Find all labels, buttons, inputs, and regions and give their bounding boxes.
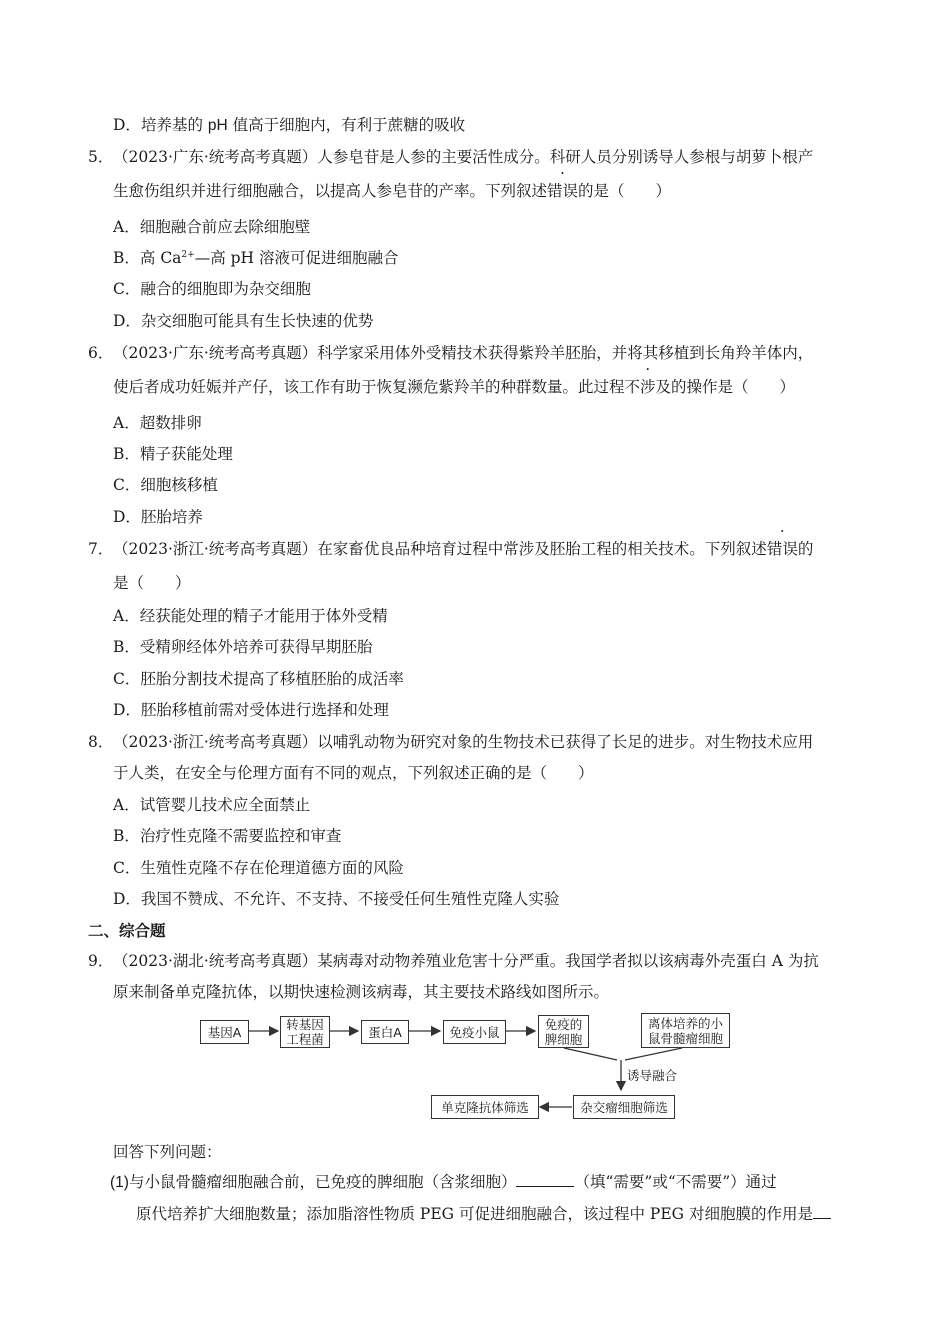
gene-a-box: 基因A: [200, 1020, 249, 1044]
stem-text: 的操作是（ ）: [671, 378, 796, 396]
answer-blank[interactable]: [813, 1202, 831, 1219]
option-a: A．试管婴儿技术应全面禁止: [113, 796, 311, 814]
emphasis-text: 错误: [547, 182, 579, 200]
option-text: —高 pH 溶液可促进细胞融合: [194, 249, 399, 267]
question-stem-line: 于人类，在安全与伦理方面有不同的观点，下列叙述正确的是（ ）: [113, 764, 594, 782]
question-number: 8．: [88, 733, 114, 751]
question-stem-line: 是（ ）: [113, 574, 191, 592]
option-c: C．细胞核移植: [113, 476, 218, 494]
emphasis-text: 错误: [766, 540, 798, 558]
question-stem-line: （2023·广东·统考高考真题）人参皂苷是人参的主要活性成分。科研人员分别诱导人参根与胡萝卜根产: [113, 148, 814, 166]
hybridoma-screening-box: 杂交瘤细胞筛选: [573, 1095, 675, 1119]
option-b: B．受精卵经体外培养可获得早期胚胎: [113, 638, 373, 656]
stem-text: （2023·浙江·统考高考真题）在家畜优良品种培育过程中常涉及胚胎工程的相关技术。下列叙述: [113, 540, 767, 558]
option-label: D．: [113, 116, 141, 134]
engineered-bacteria-box: [280, 1016, 330, 1048]
sub-question-number: (1): [110, 1174, 129, 1191]
option-d: D．我国不赞成、不允许、不支持、不接受任何生殖性克隆人实验: [113, 890, 560, 908]
box-text: 脾细胞: [544, 1031, 583, 1047]
option-text: B．高 Ca: [113, 249, 182, 267]
option-a: A．经获能处理的精子才能用于体外受精: [113, 607, 388, 625]
question-stem-line: [113, 180, 671, 202]
question-stem-line: （2023·浙江·统考高考真题）以哺乳动物为研究对象的生物技术已获得了长足的进步。对生物技术应用: [113, 733, 814, 751]
box-text: 工程菌: [286, 1032, 324, 1047]
spleen-cells-box: [538, 1015, 589, 1048]
option-b: [113, 247, 399, 269]
induce-fusion-label: 诱导融合: [627, 1068, 678, 1083]
option-b: B．治疗性克隆不需要监控和审查: [113, 827, 342, 845]
stem-text: 的: [797, 540, 814, 558]
answer-intro: 回答下列问题：: [113, 1143, 222, 1161]
question-number: 9．: [88, 952, 114, 970]
stem-text: 的是（ ）: [578, 182, 672, 200]
option-c: C．胚胎分割技术提高了移植胚胎的成活率: [113, 670, 404, 688]
option-a: A．细胞融合前应去除细胞壁: [113, 218, 311, 236]
question-number: 7．: [88, 540, 114, 558]
option-b: B．精子获能处理: [113, 445, 233, 463]
emphasis-text: 不涉及: [624, 378, 672, 396]
box-text: 鼠骨髓瘤细胞: [647, 1030, 723, 1046]
protein-a-box: 蛋白A: [361, 1020, 409, 1044]
immunized-mouse-box: 免疫小鼠: [443, 1020, 506, 1044]
option-text: 值高于细胞内，有利于蔗糖的吸收: [227, 116, 466, 134]
ph-text: pH: [207, 117, 228, 134]
superscript: 2+: [181, 249, 195, 260]
option-text: 培养基的: [140, 116, 208, 134]
question-stem-line: 原来制备单克隆抗体，以期快速检测该病毒，其主要技术路线如图所示。: [113, 983, 610, 1001]
box-text: 离体培养的小: [647, 1015, 723, 1031]
stem-text: 原代培养扩大细胞数量；添加脂溶性物质 PEG 可促进细胞融合，该过程中 PEG 对细胞膜的作用是: [136, 1205, 813, 1223]
arrow: [625, 1048, 682, 1060]
question-stem-line: [113, 376, 795, 398]
stem-text: （填“需要”或“不需要”）通过: [574, 1173, 777, 1191]
box-text: 免疫的: [544, 1016, 583, 1032]
option-d: D．杂交细胞可能具有生长快速的优势: [113, 312, 374, 330]
question-number: 5．: [88, 148, 114, 166]
q4-option-d: [113, 114, 465, 137]
arrow: [564, 1048, 617, 1060]
option-d: D．胚胎培养: [113, 508, 203, 526]
sub-question-1: [110, 1170, 777, 1194]
stem-text: 与小鼠骨髓瘤细胞融合前，已免疫的脾细胞（含浆细胞）: [128, 1173, 517, 1191]
option-c: C．生殖性克隆不存在伦理道德方面的风险: [113, 859, 404, 877]
answer-blank[interactable]: [516, 1170, 574, 1187]
stem-text: 使后者成功妊娠并产仔，该工作有助于恢复濒危紫羚羊的种群数量。此过程: [113, 378, 625, 396]
myeloma-cells-box: [641, 1013, 730, 1048]
box-text: 转基因: [286, 1017, 324, 1032]
sub-question-1-line2: [136, 1202, 831, 1225]
question-number: 6．: [88, 344, 114, 362]
emphasis-dotted: [547, 182, 578, 200]
option-a: A．超数排卵: [113, 414, 202, 432]
question-stem-line: （2023·广东·统考高考真题）科学家采用体外受精技术获得紫羚羊胚胎，并将其移植到长角羚羊体内，: [113, 344, 814, 362]
option-c: C．融合的细胞即为杂交细胞: [113, 280, 311, 298]
question-stem-line: （2023·湖北·统考高考真题）某病毒对动物养殖业危害十分严重。我国学者拟以该病毒外壳蛋白 A 为抗: [113, 952, 819, 970]
section-heading: 二、综合题: [88, 921, 166, 940]
question-stem-line: [113, 538, 813, 560]
option-d: D．胚胎移植前需对受体进行选择和处理: [113, 701, 389, 719]
monoclonal-antibody-screening-box: 单克隆抗体筛选: [431, 1095, 539, 1119]
stem-text: 生愈伤组织并进行细胞融合，以提高人参皂苷的产率。下列叙述: [113, 182, 548, 200]
